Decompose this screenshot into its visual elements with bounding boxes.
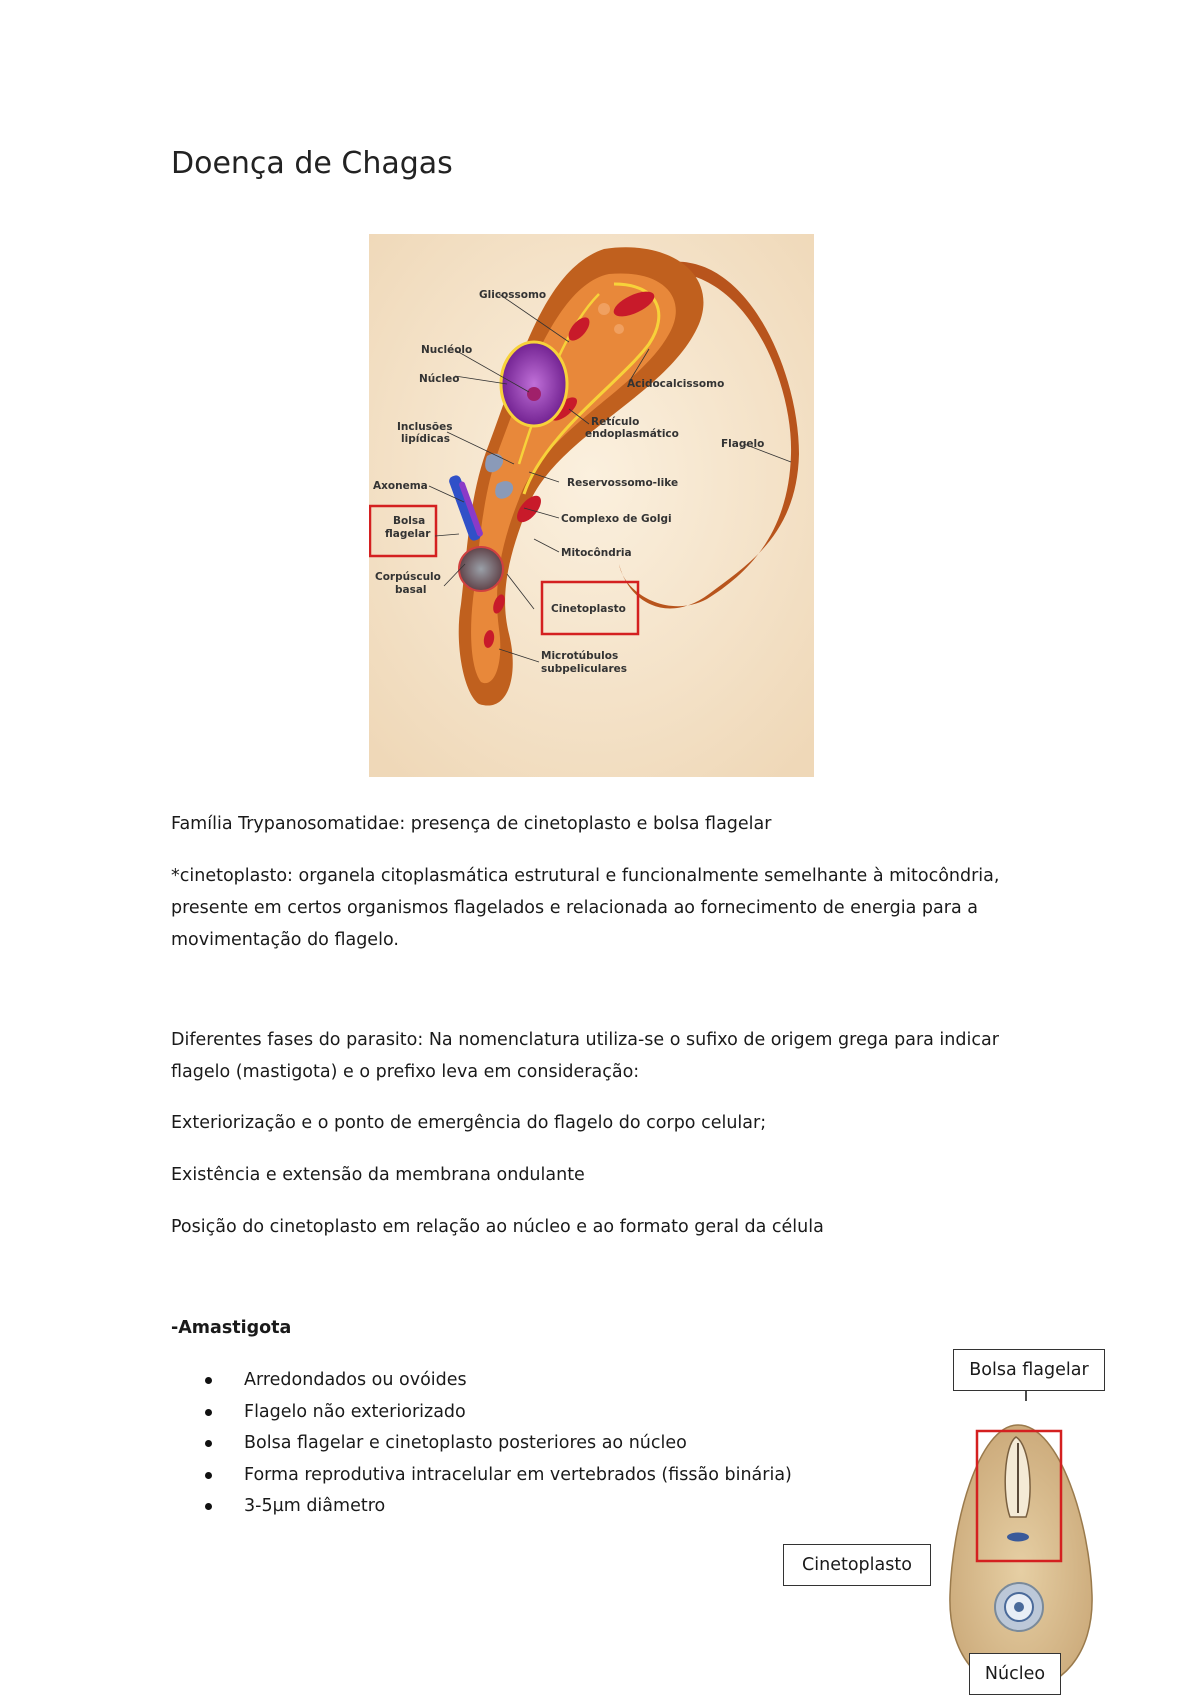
page-title: Doença de Chagas [171,146,453,181]
label-glicossomo: Glicossomo [479,289,547,301]
label-acidocalcissomo: Acidocalcissomo [627,378,725,390]
list-item [171,1428,871,1460]
label-axonema: Axonema [373,480,428,492]
amastigote-diagram [780,1345,1110,1698]
bullet-icon [205,1409,212,1416]
bullet-icon [205,1472,212,1479]
nucleus [501,342,567,426]
callout-bolsa-flagelar: Bolsa flagelar [953,1349,1105,1391]
label-microtubulos-1: Microtúbulos [541,650,619,662]
list-item-text: Forma reprodutiva intracelular em vertebrados (fissão binária) [244,1464,792,1485]
kinetoplast [1007,1533,1029,1542]
label-corpusculo-2: basal [395,584,427,596]
familia-paragraph: Família Trypanosomatidae: presença de cinetoplasto e bolsa flagelar [171,814,772,834]
criterio-3: Posição do cinetoplasto em relação ao núcleo e ao formato geral da célula [171,1217,824,1237]
callout-cinetoplasto: Cinetoplasto [783,1544,931,1586]
label-reticulo-2: endoplasmático [585,428,679,440]
label-mitocondria: Mitocôndria [561,547,632,559]
label-bolsa-1: Bolsa [393,515,426,527]
label-microtubulos-2: subpeliculares [541,663,628,675]
bullet-icon [205,1440,212,1447]
fases-line-1: Diferentes fases do parasito: Na nomenclatura utiliza-se o sufixo de origem grega para indicar [171,1030,999,1050]
amastigota-heading: -Amastigota [171,1318,292,1338]
label-bolsa-2: flagelar [385,528,431,540]
list-item [171,1365,871,1397]
cinetoplasto-def-line-2: presente em certos organismos flagelados e relacionada ao fornecimento de energia para a [171,898,978,918]
trypanosome-diagram [369,234,814,777]
label-flagelo: Flagelo [721,438,765,450]
fases-line-2: flagelo (mastigota) e o prefixo leva em consideração: [171,1062,640,1082]
label-nucleo: Núcleo [419,373,460,385]
label-inclusoes-2: lipídicas [401,433,450,445]
list-item-text: Arredondados ou ovóides [244,1370,467,1390]
label-reservossomo: Reservossomo-like [567,477,679,489]
list-item [171,1491,871,1523]
callout-nucleo: Núcleo [969,1653,1061,1695]
label-nucleolo: Nucléolo [421,344,473,356]
cinetoplasto-def-line-1: *cinetoplasto: organela citoplasmática estrutural e funcionalmente semelhante à mitocôndria, [171,866,1000,886]
criterio-2: Existência e extensão da membrana ondulante [171,1165,585,1185]
label-inclusoes-1: Inclusões [397,421,453,433]
criterio-1: Exteriorização e o ponto de emergência do flagelo do corpo celular; [171,1113,767,1133]
label-cinetoplasto: Cinetoplasto [551,603,626,615]
list-item-text: Bolsa flagelar e cinetoplasto posteriores ao núcleo [244,1433,687,1453]
label-reticulo-1: Retículo [591,416,640,428]
list-item-text: Flagelo não exteriorizado [244,1401,466,1422]
list-item [171,1460,871,1492]
cinetoplasto-def-line-3: movimentação do flagelo. [171,930,399,950]
list-item-text: 3-5µm diâmetro [244,1496,386,1516]
nucleolus [527,387,541,401]
label-golgi: Complexo de Golgi [561,513,672,525]
label-corpusculo-1: Corpúsculo [375,571,441,583]
bullet-icon [205,1503,212,1510]
amastigota-bullet-list [171,1365,871,1523]
bullet-icon [205,1377,212,1384]
list-item [171,1397,871,1429]
kinetoplast [459,547,503,591]
